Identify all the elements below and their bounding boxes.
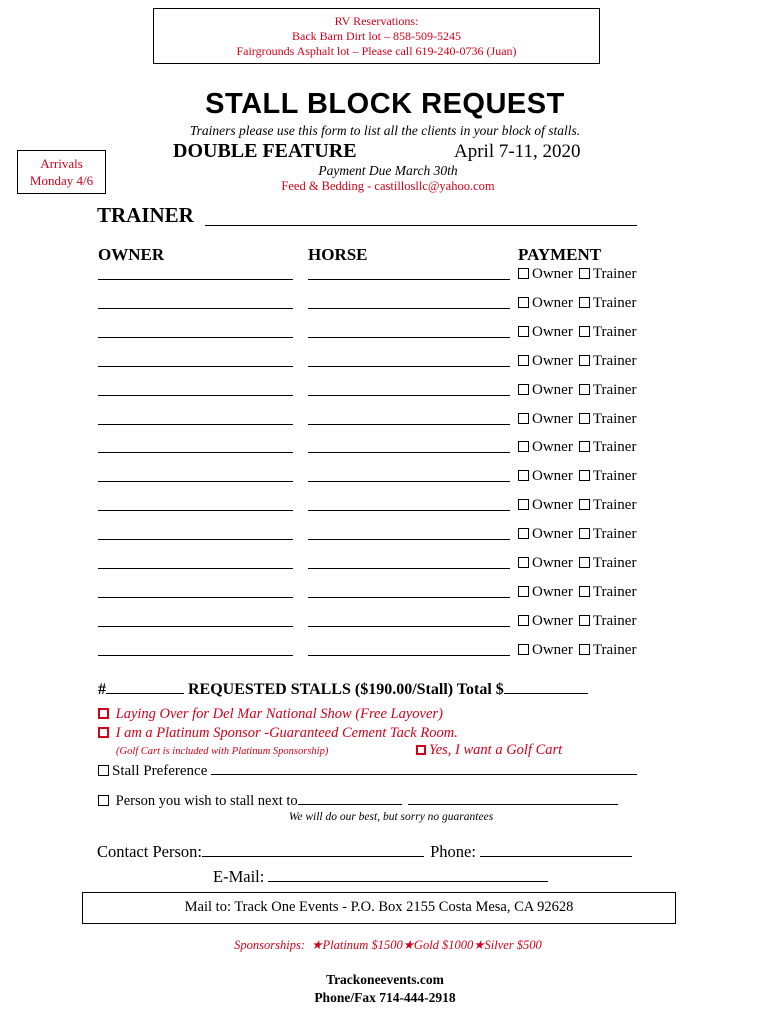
owner-column-header: OWNER <box>98 245 165 264</box>
owner-field[interactable] <box>98 452 293 453</box>
best-effort-note: We will do our best, but sorry no guarantees <box>288 811 494 823</box>
owner-pay-label: Owner <box>532 468 573 485</box>
platinum-option <box>98 725 458 742</box>
payment-options <box>518 584 636 601</box>
horse-field[interactable] <box>308 481 510 482</box>
owner-field[interactable] <box>98 337 293 338</box>
arrivals-date: Monday 4/6 <box>29 173 94 188</box>
stall-total-field[interactable] <box>504 680 588 694</box>
payment-options <box>518 266 636 283</box>
horse-field[interactable] <box>308 452 510 453</box>
trainer-pay-label: Trainer <box>592 266 637 282</box>
payment-options <box>518 613 636 630</box>
trainer-pay-label: Trainer <box>592 526 637 543</box>
stall-next-to-field-2[interactable] <box>408 791 618 805</box>
entry-row <box>0 640 770 669</box>
payment-options <box>518 439 636 456</box>
owner-pay-label: Owner <box>532 294 573 311</box>
owner-pay-checkbox[interactable] <box>518 586 529 597</box>
requested-label: REQUESTED STALLS ($190.00/Stall) Total $ <box>184 681 504 698</box>
entry-row <box>0 322 770 351</box>
horse-field[interactable] <box>308 308 510 309</box>
owner-pay-checkbox[interactable] <box>518 528 529 539</box>
owner-field[interactable] <box>98 510 293 511</box>
owner-pay-checkbox[interactable] <box>518 441 529 452</box>
payment-options <box>518 555 636 572</box>
owner-pay-checkbox[interactable] <box>518 384 529 395</box>
payment-column-header: PAYMENT <box>518 245 602 264</box>
golf-cart-option <box>416 742 562 759</box>
rv-heading: RV Reservations: <box>334 14 419 28</box>
requested-stalls <box>98 680 588 699</box>
trainer-field[interactable] <box>205 225 637 226</box>
page-title: STALL BLOCK REQUEST <box>205 88 565 120</box>
star-icon: ★ <box>402 938 414 952</box>
trainer-pay-checkbox[interactable] <box>579 557 590 568</box>
stall-next-to-field-1[interactable] <box>298 791 402 805</box>
trainer-pay-label: Trainer <box>592 555 637 571</box>
horse-field[interactable] <box>308 510 510 511</box>
rv-back-barn: Back Barn Dirt lot – 858-509-5245 <box>292 29 461 43</box>
stall-preference-checkbox[interactable] <box>98 765 109 776</box>
trainer-pay-label: Trainer <box>592 294 637 311</box>
golf-cart-checkbox[interactable] <box>416 745 426 755</box>
owner-pay-label: Owner <box>532 410 573 427</box>
owner-pay-checkbox[interactable] <box>518 644 529 655</box>
payment-options <box>518 324 636 341</box>
entry-row <box>0 524 770 553</box>
stall-preference-field[interactable] <box>211 761 637 775</box>
golf-cart-note: (Golf Cart is included with Platinum Sponsorship) <box>116 746 329 757</box>
owner-pay-label: Owner <box>532 555 573 571</box>
trainer-pay-checkbox[interactable] <box>579 499 590 510</box>
trainer-pay-checkbox[interactable] <box>579 470 590 481</box>
entry-row <box>0 582 770 611</box>
payment-options <box>518 411 636 428</box>
owner-field[interactable] <box>98 481 293 482</box>
owner-field[interactable] <box>98 308 293 309</box>
payment-options <box>518 526 636 543</box>
stall-next-to-checkbox[interactable] <box>98 795 109 806</box>
trainer-pay-label: Trainer <box>592 612 637 629</box>
owner-pay-checkbox[interactable] <box>518 557 529 568</box>
trainer-pay-label: Trainer <box>592 381 637 398</box>
stall-preference-label: Stall Preference <box>112 763 208 779</box>
stall-next-to-label: Person you wish to stall next to <box>115 793 298 809</box>
owner-pay-label: Owner <box>532 497 573 514</box>
owner-pay-checkbox[interactable] <box>518 268 529 279</box>
requested-prefix: # <box>98 681 106 698</box>
entry-row <box>0 264 770 293</box>
entry-row <box>0 293 770 322</box>
owner-pay-label: Owner <box>532 526 573 543</box>
owner-pay-checkbox[interactable] <box>518 355 529 366</box>
owner-pay-checkbox[interactable] <box>518 413 529 424</box>
entry-row <box>0 409 770 438</box>
trainer-pay-label: Trainer <box>592 641 637 658</box>
trainer-pay-checkbox[interactable] <box>579 644 590 655</box>
horse-column-header: HORSE <box>308 245 368 264</box>
star-icon: ★ <box>311 938 323 952</box>
rv-fairgrounds: Fairgrounds Asphalt lot – Please call 619-240-0736 (Juan) <box>236 44 517 58</box>
footer-phone: Phone/Fax 714-444-2918 <box>314 990 456 1005</box>
email-field[interactable] <box>268 868 548 882</box>
trainer-pay-checkbox[interactable] <box>579 528 590 539</box>
entry-row <box>0 380 770 409</box>
owner-pay-label: Owner <box>532 381 573 398</box>
trainer-pay-label: Trainer <box>592 497 637 514</box>
payment-options <box>518 353 636 370</box>
horse-field[interactable] <box>308 655 510 656</box>
payment-options <box>518 468 636 485</box>
owner-pay-label: Owner <box>532 352 573 369</box>
owner-field[interactable] <box>98 395 293 396</box>
trainer-pay-checkbox[interactable] <box>579 326 590 337</box>
layover-checkbox[interactable] <box>98 708 109 719</box>
payment-options <box>518 295 636 312</box>
arrivals-label: Arrivals <box>40 156 83 171</box>
horse-field[interactable] <box>308 626 510 627</box>
trainer-pay-checkbox[interactable] <box>579 268 590 279</box>
owner-field[interactable] <box>98 539 293 540</box>
trainer-pay-label: Trainer <box>592 323 637 340</box>
owner-pay-label: Owner <box>532 612 573 629</box>
entry-row <box>0 351 770 380</box>
platinum-label: I am a Platinum Sponsor -Guaranteed Cement Tack Room. <box>115 725 458 741</box>
phone-label: Phone: <box>430 842 476 861</box>
sponsorships-label: Sponsorships: <box>234 938 306 952</box>
contact-row <box>97 842 632 862</box>
layover-label: Laying Over for Del Mar National Show (Free Layover) <box>115 706 443 722</box>
trainer-label: TRAINER <box>97 203 194 227</box>
owner-pay-checkbox[interactable] <box>518 326 529 337</box>
stall-preference <box>98 761 637 780</box>
owner-pay-checkbox[interactable] <box>518 499 529 510</box>
trainer-pay-label: Trainer <box>592 410 637 427</box>
entry-row <box>0 553 770 582</box>
trainer-pay-label: Trainer <box>592 439 637 456</box>
feed-bedding-contact: Feed & Bedding - castillosllc@yahoo.com <box>281 179 495 193</box>
contact-person-label: Contact Person: <box>97 842 202 861</box>
star-icon: ★ <box>473 938 485 952</box>
email-label: E-Mail: <box>213 867 265 886</box>
owner-pay-checkbox[interactable] <box>518 470 529 481</box>
payment-due: Payment Due March 30th <box>318 163 458 178</box>
owner-pay-label: Owner <box>532 266 573 282</box>
owner-pay-checkbox[interactable] <box>518 615 529 626</box>
event-name: DOUBLE FEATURE <box>173 140 357 162</box>
silver-sponsorship: Silver $500 <box>484 938 542 952</box>
sponsorships <box>0 937 770 953</box>
event-dates: April 7-11, 2020 <box>454 141 581 162</box>
trainer-pay-checkbox[interactable] <box>579 355 590 366</box>
entry-row <box>0 495 770 524</box>
horse-field[interactable] <box>308 539 510 540</box>
page-subtitle: Trainers please use this form to list all the clients in your block of stalls. <box>189 123 581 138</box>
contact-person-field[interactable] <box>202 843 424 857</box>
gold-sponsorship: Gold $1000 <box>413 938 474 952</box>
golf-cart-label: Yes, I want a Golf Cart <box>429 742 563 758</box>
trainer-pay-checkbox[interactable] <box>579 297 590 308</box>
platinum-checkbox[interactable] <box>98 727 109 738</box>
entry-row <box>0 437 770 466</box>
trainer-pay-checkbox[interactable] <box>579 413 590 424</box>
trainer-pay-label: Trainer <box>592 352 637 369</box>
payment-options <box>518 497 636 514</box>
trainer-pay-label: Trainer <box>592 468 637 485</box>
platinum-sponsorship: Platinum $1500 <box>322 938 403 952</box>
mail-to-box: Mail to: Track One Events - P.O. Box 2155 Costa Mesa, CA 92628 <box>82 892 676 924</box>
footer-website: Trackoneevents.com <box>326 972 444 987</box>
trainer-pay-checkbox[interactable] <box>579 586 590 597</box>
rv-reservations-box <box>153 8 600 64</box>
stall-count-field[interactable] <box>106 680 184 694</box>
entry-row <box>0 466 770 495</box>
owner-pay-label: Owner <box>532 323 573 340</box>
horse-field[interactable] <box>308 279 510 280</box>
owner-pay-label: Owner <box>532 439 573 456</box>
trainer-pay-label: Trainer <box>592 583 637 600</box>
entry-row <box>0 611 770 640</box>
trainer-pay-checkbox[interactable] <box>579 615 590 626</box>
owner-field[interactable] <box>98 597 293 598</box>
owner-field[interactable] <box>98 568 293 569</box>
trainer-pay-checkbox[interactable] <box>579 441 590 452</box>
owner-field[interactable] <box>98 655 293 656</box>
owner-field[interactable] <box>98 279 293 280</box>
owner-pay-checkbox[interactable] <box>518 297 529 308</box>
layover-option <box>98 706 443 723</box>
owner-field[interactable] <box>98 626 293 627</box>
owner-field[interactable] <box>98 424 293 425</box>
payment-options <box>518 642 636 659</box>
horse-field[interactable] <box>308 424 510 425</box>
phone-field[interactable] <box>480 843 632 857</box>
horse-field[interactable] <box>308 337 510 338</box>
stall-next-to <box>98 791 618 810</box>
horse-field[interactable] <box>308 568 510 569</box>
owner-pay-label: Owner <box>532 641 573 658</box>
horse-field[interactable] <box>308 395 510 396</box>
trainer-pay-checkbox[interactable] <box>579 384 590 395</box>
owner-pay-label: Owner <box>532 583 573 600</box>
horse-field[interactable] <box>308 597 510 598</box>
payment-options <box>518 382 636 399</box>
email-row <box>213 867 548 887</box>
owner-field[interactable] <box>98 366 293 367</box>
horse-field[interactable] <box>308 366 510 367</box>
